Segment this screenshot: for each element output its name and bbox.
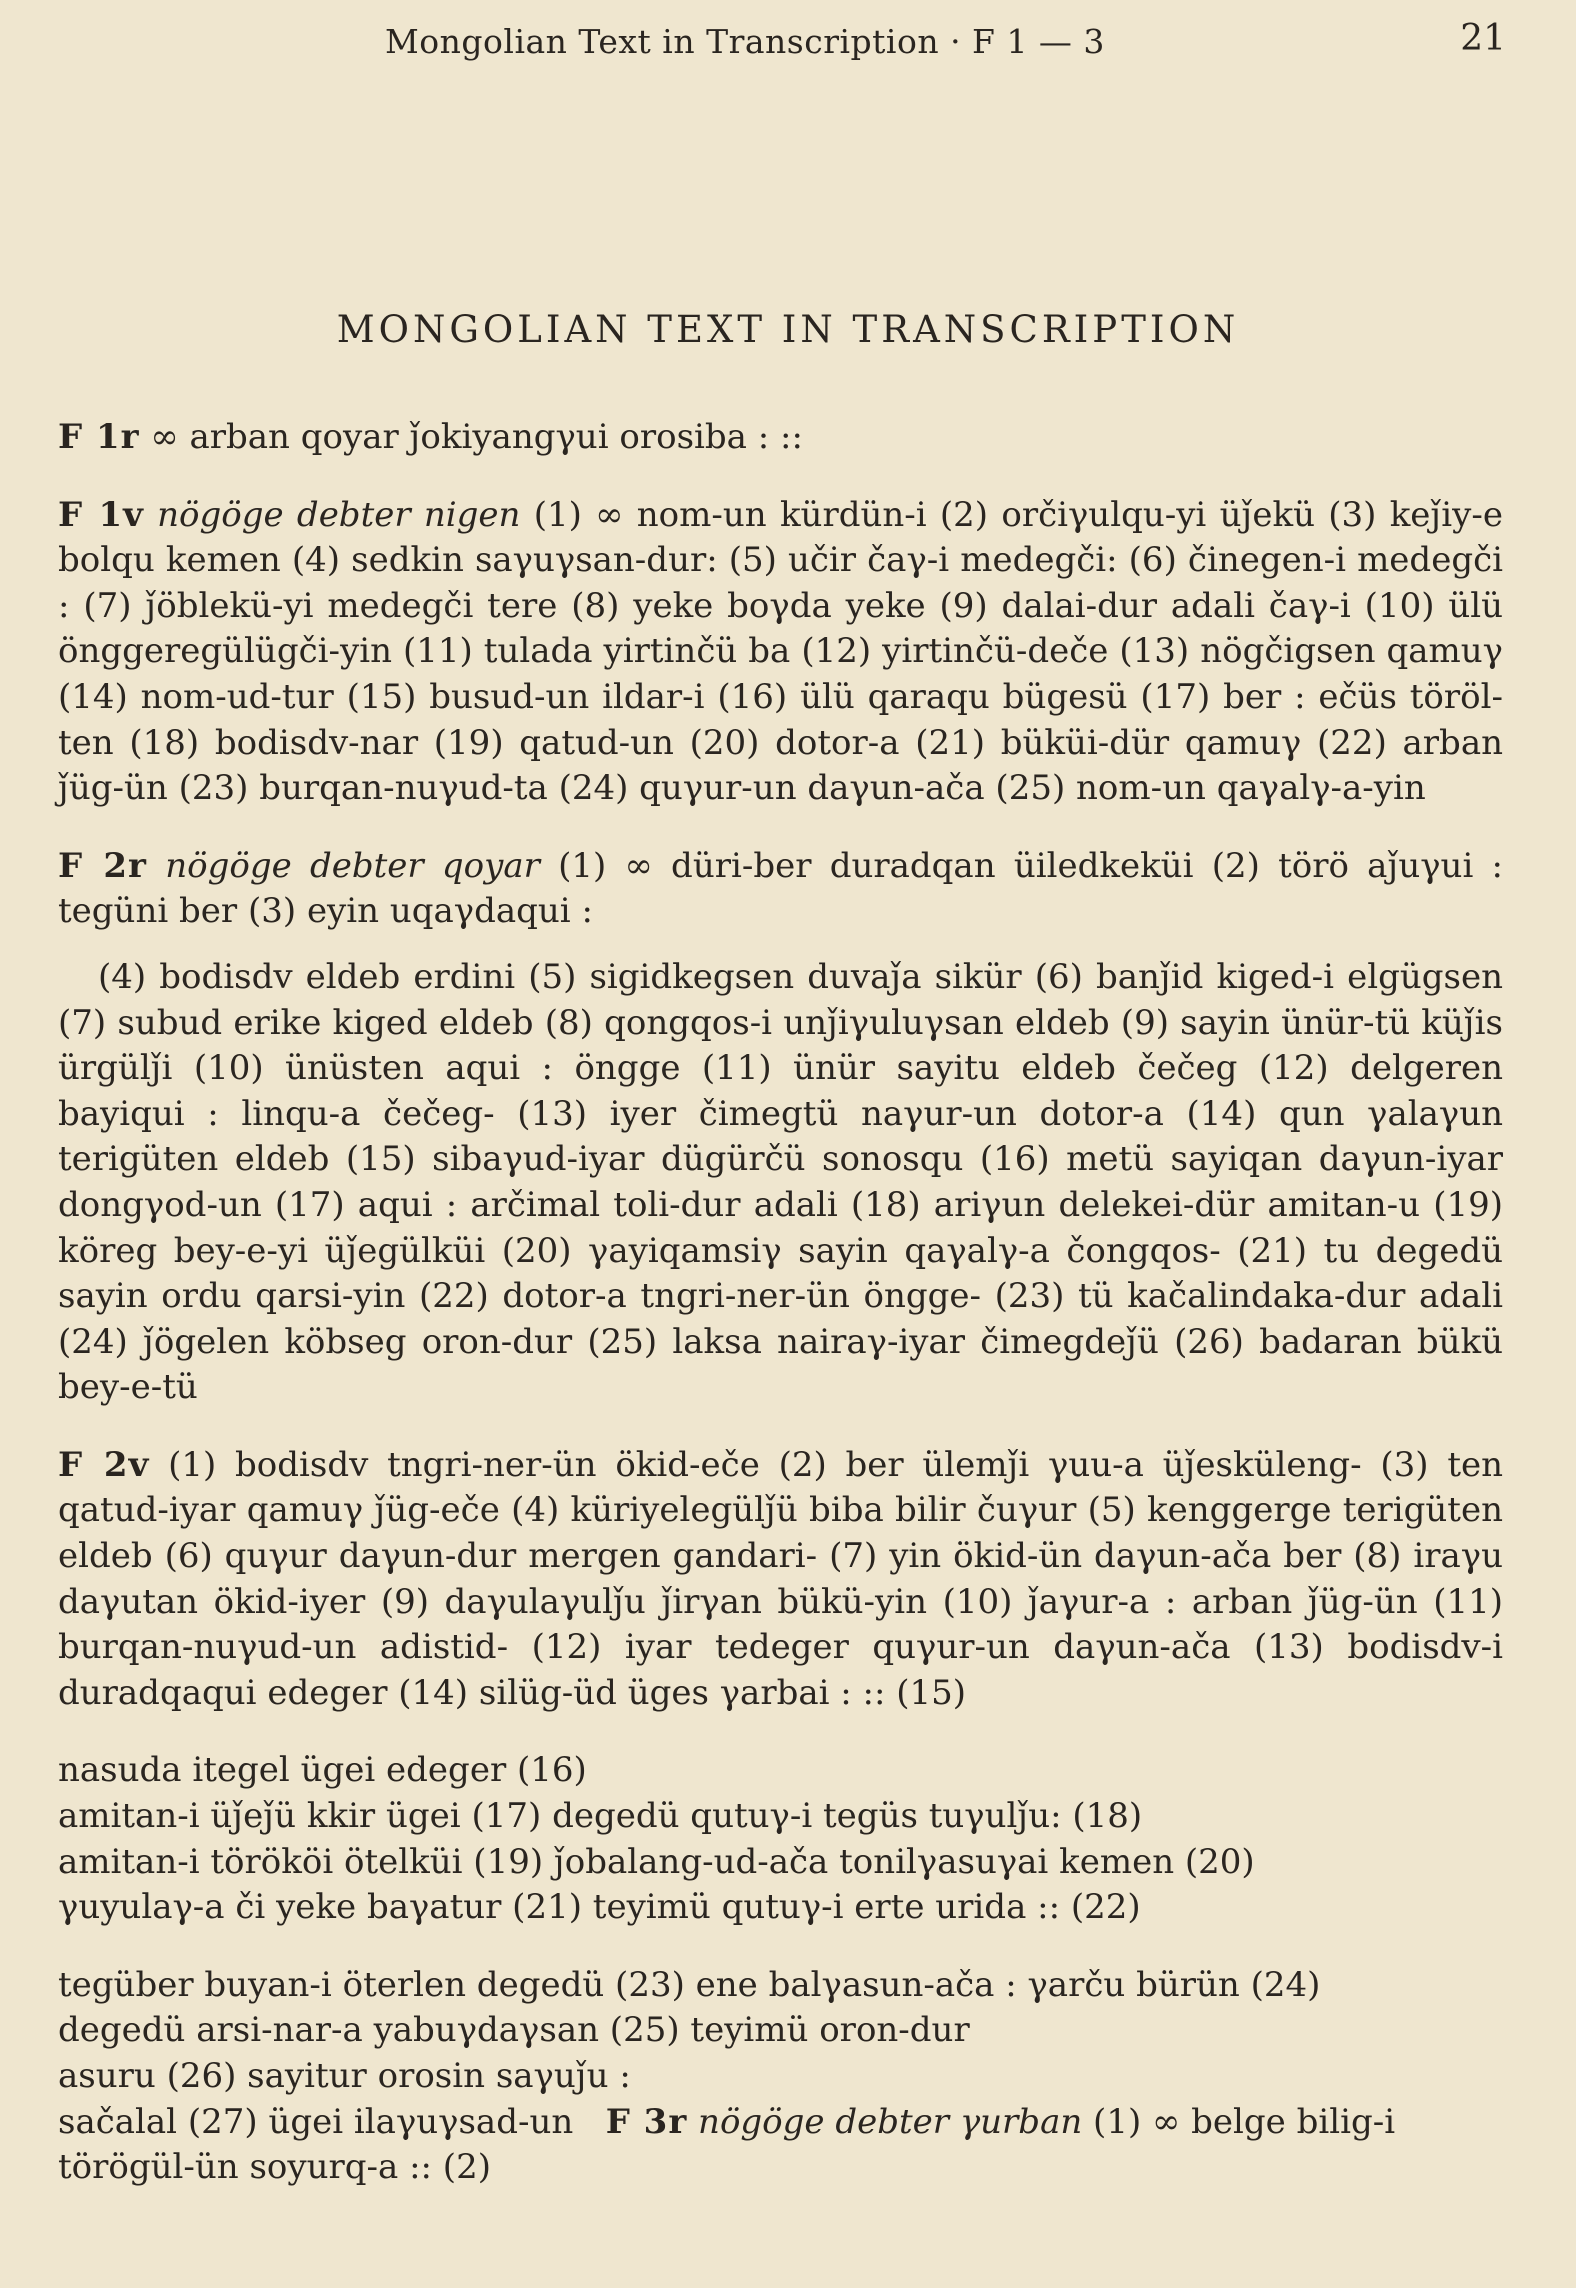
folio-label: F 2r — [58, 845, 147, 886]
verse-block-2 — [58, 1963, 1503, 2191]
verse-line: nasuda itegel ügei edeger (16) — [58, 1750, 587, 1791]
folio-subtitle-f3r: nögöge debter γurban — [698, 2101, 1083, 2142]
verse-line: γuyulaγ-a či yeke baγatur (21) teyimü qutuγ-i erte urida :: (22) — [58, 1887, 1141, 1928]
folio-f2r — [58, 844, 1503, 935]
folio-label: F 1v — [58, 494, 144, 535]
running-head: Mongolian Text in Transcription · F 1 — 3 — [385, 22, 1105, 61]
verse-line: degedü arsi-nar-a yabuγdaγsan (25) teyimü oron-dur — [58, 2010, 970, 2051]
verse-line-last — [58, 2100, 1503, 2146]
folio-label-f3r: F 3r — [605, 2101, 688, 2142]
section-title: MONGOLIAN TEXT IN TRANSCRIPTION — [336, 308, 1240, 351]
folio-f2r-paragraph: (4) bodisdv eldeb erdini (5) sigidkegsen duvaǰa sikür (6) banǰid kiged-i elgügsen (7) subud erike kiged eldeb (8) qongqos-i unǰiγuluγsan eldeb (9) sayin ünür-tü küǰis ürgülǰi (10) ünüsten aqui : öngge (11) ünür sayitu eldeb čečeg (12) delgeren bayiqui : linqu-a čečeg- (13) iyer čimegtü naγur-un dotor-a (14) qun γalaγun terigüten eldeb (15) sibaγud-iyar dügürčü sonosqu (16) metü sayiqan daγun-iyar dongγod-un (17) aqui : arčimal toli-dur adali (18) ariγun delekei-dür amitan-u (19) köreg bey-e-yi üǰegülküi (20) γayiqamsiγ sayin qaγalγ-a čongqos- (21) tu degedü sayin ordu qarsi-yin (22) dotor-a tngri-ner-ün öngge- (23) tü kačalindaka-dur adali (24) ǰögelen köbseg oron-dur (25) laksa nairaγ-iyar čimegdeǰü (26) badaran bükü bey-e-tü — [58, 956, 1503, 1408]
folio-label: F 2v — [58, 1444, 150, 1485]
folio-f1r — [58, 415, 1503, 461]
folio-text: (1) ∞ düri-ber duradqan üiledkeküi (2) törö aǰuγui : tegüni ber (3) eyin uqaγdaqui : — [58, 845, 1504, 932]
verse-line: tegüber buyan-i öterlen degedü (23) ene balγasun-ača : γarču bürün (24) — [58, 1964, 1321, 2005]
verse-line: amitan-i üǰeǰü kkir ügei (17) degedü qutuγ-i tegüs tuγulǰu: (18) — [58, 1796, 1143, 1837]
folio-text-f3r: (1) ∞ belge bilig-i — [1082, 2101, 1396, 2142]
verse-line-continuation: törögül-ün soyurq-a :: (2) — [58, 2147, 491, 2188]
page-number: 21 — [1460, 18, 1506, 59]
folio-text: ∞ arban qoyar ǰokiyangγui orosiba : :: — [139, 417, 803, 457]
folio-f1v — [58, 493, 1503, 812]
transcription-body — [58, 415, 1503, 2223]
folio-label: F 1r — [58, 417, 140, 457]
folio-text: (1) bodisdv tngri-ner-ün ökid-eče (2) ber ülemǰi γuu-a üǰesküleng- (3) ten qatud-iyar qamuγ ǰüg-eče (4) küriyelegülǰü biba bilir čuγur (5) kenggerge terigüten eldeb (6) quγur daγun-dur mergen gandari- (7) yin ökid-ün daγun-ača ber (8) iraγu daγutan ökid-iyer (9) daγulaγulǰu ǰirγan bükü-yin (10) ǰaγur-a : arban ǰüg-ün (11) burqan-nuγud-un adistid- (12) iyar tedeger quγur-un daγun-ača (13) bodisdv-i duradqaqui edeger (14) silüg-üd üges γarbai : :: (15) — [58, 1444, 1504, 1713]
folio-text: (1) ∞ nom-un kürdün-i (2) orčiγulqu-yi üǰekü (3) keǰiy-e bolqu kemen (4) sedkin saγuγsan-dur: (5) učir čaγ-i medegči: (6) činegen-i medegči : (7) ǰöblekü-yi medegči tere (8) yeke boγda yeke (9) dalai-dur adali čaγ-i (10) ülü önggeregülügči-yin (11) tulada yirtinčü ba (12) yirtinčü-deče (13) nögčigsen qamuγ (14) nom-ud-tur (15) busud-un ildar-i (16) ülü qaraqu bügesü (17) ber : ečüs töröl-ten (18) bodisdv-nar (19) qatud-un (20) dotor-a (21) büküi-dür qamuγ (22) arban ǰüg-ün (23) burqan-nuγud-ta (24) quγur-un daγun-ača (25) nom-un qaγalγ-a-yin — [58, 494, 1503, 809]
folio-subtitle: nögöge debter nigen — [157, 494, 521, 535]
verse-line: asuru (26) sayitur orosin saγuǰu : — [58, 2056, 631, 2096]
verse-block-1 — [58, 1748, 1503, 1930]
verse-line-left: sačalal (27) ügei ilaγuγsad-un — [58, 2101, 574, 2142]
folio-f2v — [58, 1443, 1503, 1717]
folio-subtitle: nögöge debter qoyar — [165, 845, 540, 886]
verse-line: amitan-i törököi ötelküi (19) ǰobalang-ud-ača tonilγasuγai kemen (20) — [58, 1841, 1255, 1882]
